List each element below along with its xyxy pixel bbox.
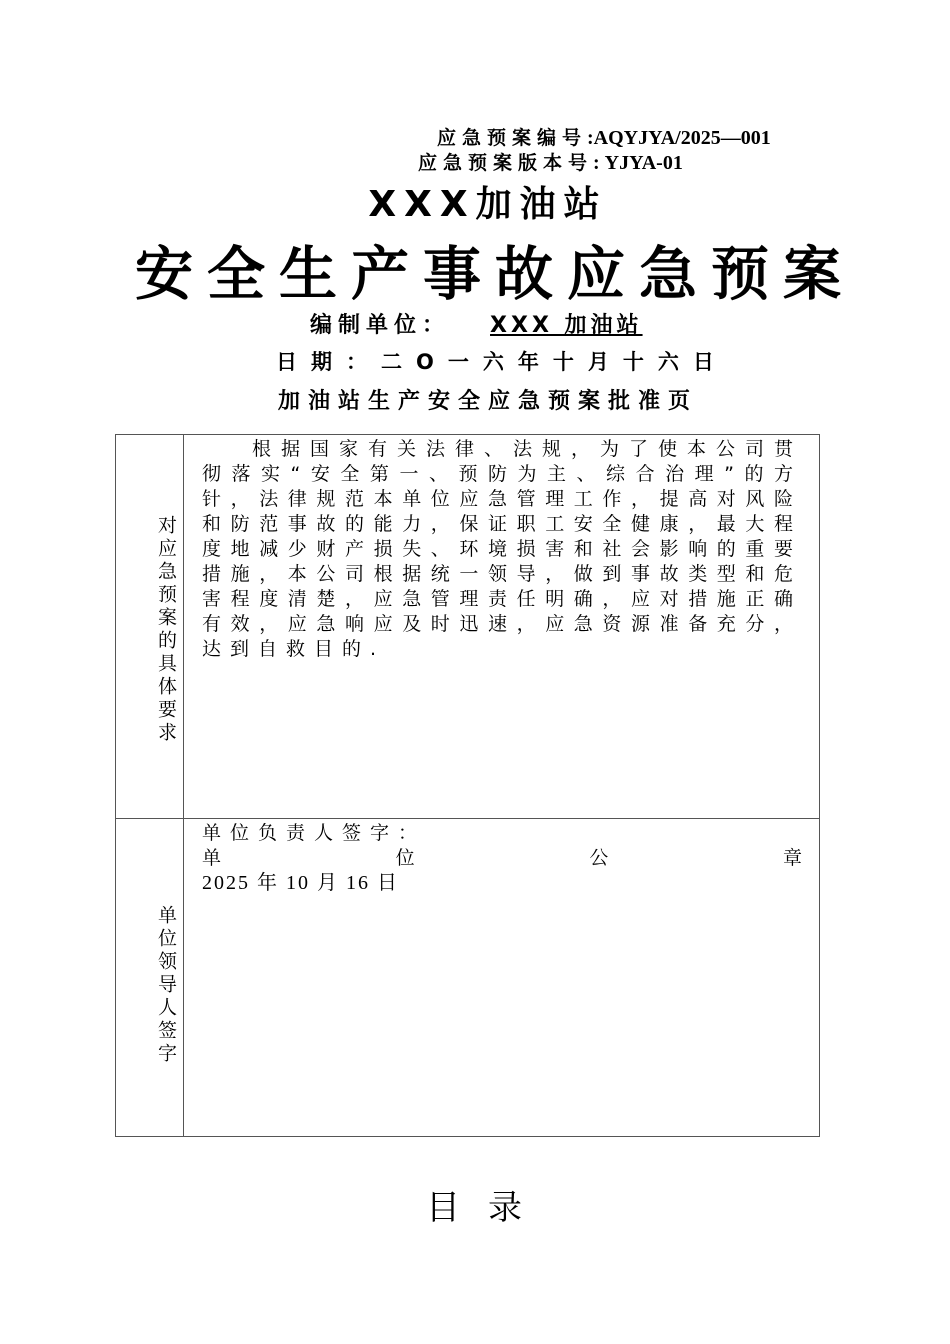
row-divider xyxy=(116,818,819,819)
main-title: 安全生产事故应急预案 xyxy=(134,240,855,308)
column-divider xyxy=(183,435,184,1136)
unit-seal-line xyxy=(202,846,802,871)
date-line: 日期：二O一六年十月十六日 xyxy=(276,350,728,374)
seal-char: 公 xyxy=(589,847,609,869)
requirements-label-text: 对应急预案的具体要求 xyxy=(155,515,177,745)
signatures-label xyxy=(116,855,183,1115)
requirements-label xyxy=(116,455,183,805)
sign-date: 2025 年 10 月 16 日 xyxy=(202,872,399,894)
plan-version-label: 应急预案版本号 xyxy=(418,152,594,174)
signer-line: 单位负责人签字： xyxy=(202,822,427,844)
seal-char: 位 xyxy=(395,847,415,869)
requirements-text: 根据国家有关法律、法规，为了使本公司贯彻落实“安全第一、预防为主、综合治理”的方针，法律规范本单位应急管理工作，提高对风险和防范事故的能力，保证职工安全健康，最大程度地减少财产损失、环境损害和社会影响的重要措施，本公司根据统一领导，做到事故类型和危害程度清楚，应急管理责任明确，应对措施正确有效，应急响应及时迅速，应急资源准备充分，达到自救目的. xyxy=(202,438,802,660)
compiler-label: 编制单位： xyxy=(310,313,451,338)
plan-number-label: 应急预案编号 xyxy=(437,127,588,149)
signatures-label-text: 单位领导人签字 xyxy=(155,904,177,1066)
compiler-line xyxy=(310,308,643,339)
plan-number xyxy=(437,123,771,150)
plan-number-value: :AQYJYA/2025—001 xyxy=(587,127,771,149)
approval-page-title: 加油站生产安全应急预案批准页 xyxy=(277,389,698,414)
seal-char: 章 xyxy=(782,847,802,869)
plan-version xyxy=(418,148,683,175)
toc-title: 目录 xyxy=(426,1188,550,1228)
compiler-value: XXX 加油站 xyxy=(490,313,643,338)
plan-version-value: : YJYA-01 xyxy=(593,152,683,174)
approval-table xyxy=(115,434,820,1137)
station-name: XXX加油站 xyxy=(368,184,608,225)
signature-block xyxy=(202,821,802,896)
seal-char: 单 xyxy=(202,847,222,869)
